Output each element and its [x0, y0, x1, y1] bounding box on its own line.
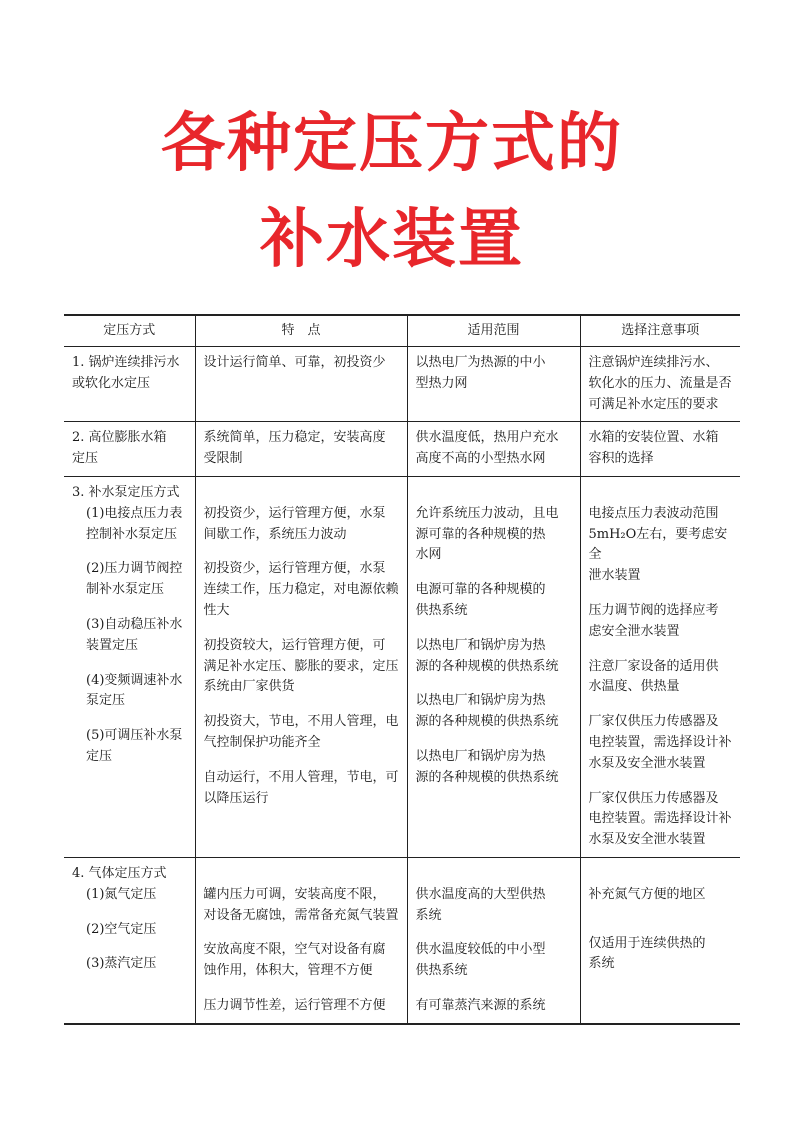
table-row: [64, 857, 740, 1023]
scope-text: 供水温度高的大型供热 系统: [415, 886, 546, 923]
title-line-2: 补水装置: [260, 203, 524, 277]
cell-method: [64, 422, 195, 477]
cell-features: [195, 476, 407, 857]
features-text: 系统简单，压力稳定，安装高度 受限制: [203, 430, 386, 467]
item-gap: [416, 622, 574, 636]
table-header-row: [64, 315, 740, 347]
group-header-spacer: [416, 864, 574, 885]
group-header-spacer: [204, 864, 401, 885]
scope-text: 以热电厂为热源的中小 型热力网: [415, 355, 546, 391]
item-gap: [204, 698, 401, 712]
method-text: 1. 锅炉连续排污水 或软化水定压: [72, 355, 180, 391]
notes-text: 注意锅炉连续排污水、 软化水的压力、流量是否 可满足补水定压的要求: [588, 355, 732, 412]
cell-features: [195, 857, 407, 1023]
item-gap: [204, 926, 401, 940]
cell-notes: [580, 476, 740, 857]
cell-scope: [407, 476, 580, 857]
group-header-spacer: [416, 483, 574, 504]
item-gap: [72, 545, 189, 559]
notes-text: 电接点压力表波动范围 5mH₂O左右，要考虑安全 泄水装置: [588, 505, 728, 584]
cell-method: [64, 476, 195, 857]
method-text: (1)氮气定压: [86, 886, 157, 902]
item-gap: [204, 754, 401, 768]
group-header: 4. 气体定压方式: [72, 865, 167, 881]
features-text: 初投资大，节电，不用人管理，电 气控制保护功能齐全: [203, 714, 399, 750]
method-text: (1)电接点压力表 控制补水泵定压: [86, 505, 183, 542]
pressure-methods-table: [64, 314, 740, 1025]
cell-features: [195, 422, 407, 477]
group-header-spacer: [204, 483, 401, 504]
scope-text: 以热电厂和锅炉房为热 源的各种规模的供热系统: [415, 693, 559, 730]
scope-text: 以热电厂和锅炉房为热 源的各种规模的供热系统: [415, 748, 559, 785]
notes-text: 厂家仅供压力传感器及 电控装置，需选择设计补 水泵及安全泄水装置: [588, 714, 732, 771]
header-features: 特 点: [195, 315, 407, 347]
cell-method: [64, 857, 195, 1023]
item-gap: [589, 920, 735, 934]
scope-text: 电源可靠的各种规模的 供热系统: [415, 582, 546, 618]
item-gap: [416, 982, 574, 996]
item-gap: [589, 775, 735, 789]
group-header-spacer: [589, 864, 735, 885]
header-method: 定压方式: [64, 315, 195, 347]
item-gap: [204, 622, 401, 636]
notes-text: 注意厂家设备的适用供 水温度、供热量: [588, 658, 719, 695]
cell-features: [195, 347, 407, 422]
features-text: 安放高度不限，空气对设备有腐 蚀作用，体积大，管理不方便: [203, 942, 386, 979]
header-notes: 选择注意事项: [580, 315, 740, 347]
scope-text: 供水温度较低的中小型 供热系统: [415, 942, 546, 979]
notes-text: 仅适用于连续供热的 系统: [588, 935, 706, 972]
method-text: (3)蒸汽定压: [86, 956, 157, 972]
features-text: 设计运行简单、可靠，初投资少: [203, 355, 386, 370]
method-text: (5)可调压补水泵 定压: [86, 728, 183, 764]
features-text: 自动运行，不用人管理，节电，可 以降压运行: [203, 769, 399, 806]
item-gap: [416, 926, 574, 940]
item-gap: [72, 906, 189, 920]
scope-text: 以热电厂和锅炉房为热 源的各种规模的供热系统: [415, 637, 559, 674]
method-text: (3)自动稳压补水 装置定压: [86, 616, 183, 653]
cell-notes: [580, 422, 740, 477]
header-scope: 适用范围: [407, 315, 580, 347]
notes-text: 压力调节阀的选择应考 虑安全泄水装置: [588, 602, 719, 639]
cell-notes: [580, 347, 740, 422]
cell-scope: [407, 857, 580, 1023]
item-gap: [72, 712, 189, 726]
item-gap: [72, 940, 189, 954]
features-text: 罐内压力可调，安装高度不限， 对设备无腐蚀，需常备充氮气装置: [203, 886, 399, 923]
method-text: (2)压力调节阀控 制补水泵定压: [86, 561, 183, 598]
item-gap: [416, 733, 574, 747]
cell-method: [64, 347, 195, 422]
method-text: 2. 高位膨胀水箱 定压: [72, 430, 167, 467]
notes-text: 厂家仅供压力传感器及 电控装置。需选择设计补 水泵及安全泄水装置: [588, 790, 732, 848]
item-gap: [416, 566, 574, 580]
scope-text: 允许系统压力波动，且电 源可靠的各种规模的热 水网: [415, 505, 559, 563]
method-text: (4)变频调速补水 泵定压: [86, 672, 183, 709]
item-gap: [589, 587, 735, 601]
table-row: [64, 422, 740, 477]
cell-scope: [407, 347, 580, 422]
notes-text: 水箱的安装位置、水箱 容积的选择: [588, 430, 719, 467]
group-header-spacer: [589, 483, 735, 504]
features-text: 压力调节性差，运行管理不方便: [203, 997, 386, 1013]
cell-notes: [580, 857, 740, 1023]
notes-text: 补充氮气方便的地区: [588, 886, 706, 902]
item-gap: [72, 657, 189, 671]
cell-scope: [407, 422, 580, 477]
item-gap: [589, 698, 735, 712]
item-gap: [589, 643, 735, 657]
item-gap: [72, 601, 189, 615]
scope-text: 有可靠蒸汽来源的系统: [415, 997, 546, 1013]
item-gap: [589, 906, 735, 920]
scope-text: 供水温度低，热用户充水 高度不高的小型热水网: [415, 430, 559, 467]
features-text: 初投资少，运行管理方便，水泵 间歇工作，系统压力波动: [203, 505, 386, 542]
group-header: 3. 补水泵定压方式: [72, 484, 180, 500]
features-text: 初投资较大，运行管理方便，可 满足补水定压、膨胀的要求，定压 系统由厂家供货: [203, 637, 399, 695]
table-row: [64, 476, 740, 857]
item-gap: [204, 545, 401, 559]
item-gap: [416, 677, 574, 691]
features-text: 初投资少，运行管理方便，水泵 连续工作，压力稳定，对电源依赖 性大: [203, 561, 399, 618]
table-row: [64, 347, 740, 422]
method-text: (2)空气定压: [86, 921, 157, 937]
title-line-1: 各种定压方式的: [161, 107, 623, 181]
item-gap: [204, 982, 401, 996]
